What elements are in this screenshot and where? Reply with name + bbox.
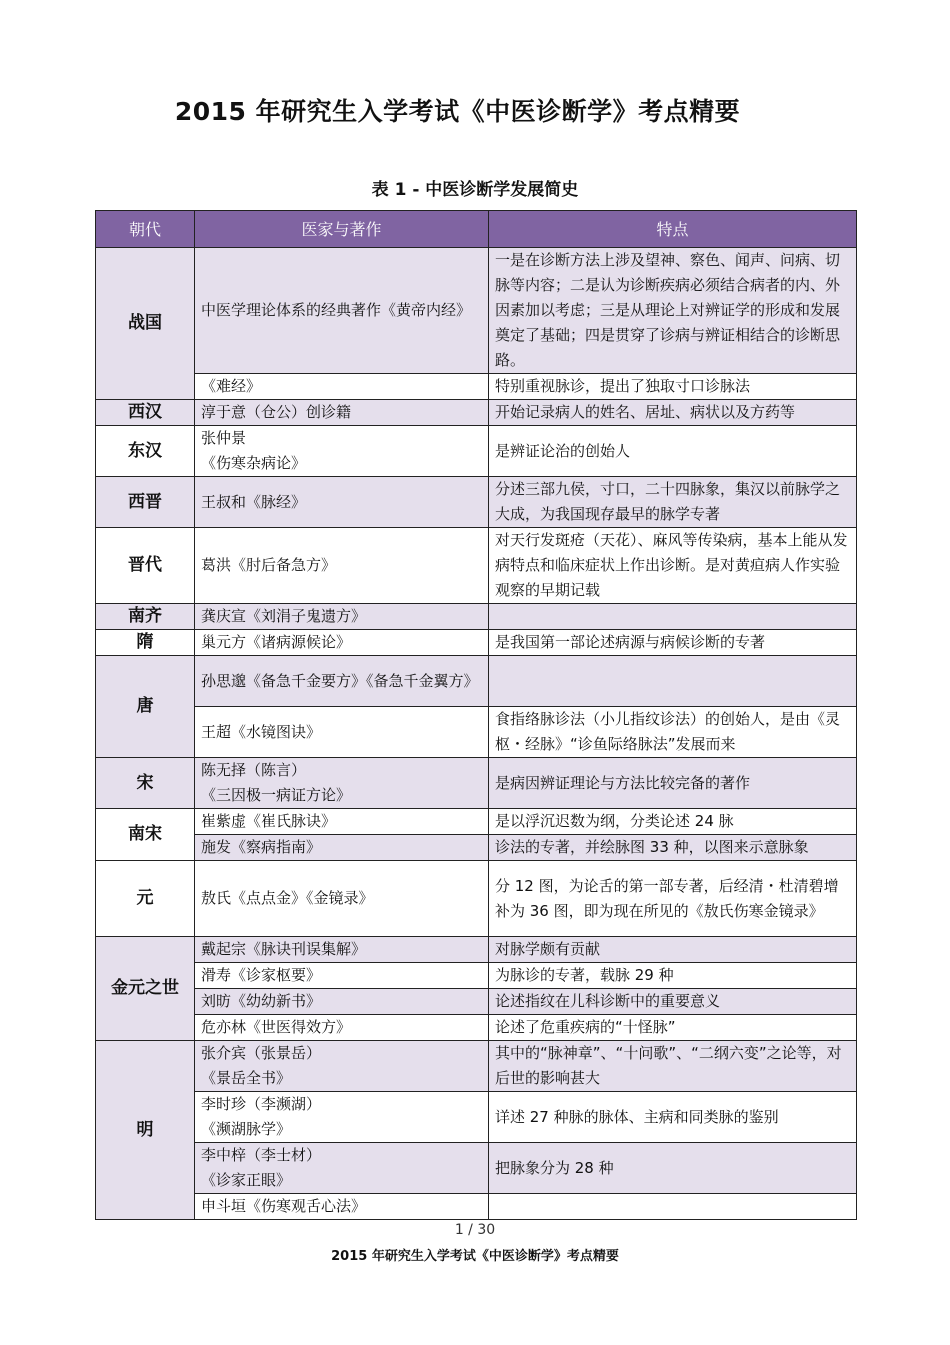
work-cell: 李中梓（李士材） 《诊家正眼》 [195, 1143, 489, 1194]
feature-cell [489, 604, 857, 630]
feature-cell: 是以浮沉迟数为纲，分类论述 24 脉 [489, 809, 857, 835]
dynasty-cell: 西晋 [96, 477, 195, 528]
work-cell: 陈无择（陈言） 《三因极一病证方论》 [195, 758, 489, 809]
header-features: 特点 [489, 211, 857, 248]
feature-cell: 分述三部九侯，寸口，二十四脉象，集汉以前脉学之大成，为我国现存最早的脉学专著 [489, 477, 857, 528]
feature-cell: 把脉象分为 28 种 [489, 1143, 857, 1194]
feature-cell: 为脉诊的专著，载脉 29 种 [489, 963, 857, 989]
work-cell: 中医学理论体系的经典著作《黄帝内经》 [195, 248, 489, 374]
table-row [96, 477, 857, 528]
feature-cell [489, 1194, 857, 1220]
table-row [96, 1015, 857, 1041]
work-cell: 戴起宗《脉诀刊误集解》 [195, 937, 489, 963]
work-cell: 敖氏《点点金》《金镜录》 [195, 861, 489, 937]
page-footer: 2015 年研究生入学考试《中医诊断学》考点精要 [331, 1249, 619, 1264]
feature-cell: 诊法的专著，并绘脉图 33 种，以图来示意脉象 [489, 835, 857, 861]
table-row [96, 400, 857, 426]
feature-cell [489, 656, 857, 707]
feature-cell: 论述指纹在儿科诊断中的重要意义 [489, 989, 857, 1015]
table-row [96, 861, 857, 937]
dynasty-cell: 金元之世 [96, 937, 195, 1041]
dynasty-cell: 南宋 [96, 809, 195, 861]
table-row [96, 1092, 857, 1143]
table-row [96, 707, 857, 758]
work-cell: 施发《察病指南》 [195, 835, 489, 861]
work-cell: 葛洪《肘后备急方》 [195, 528, 489, 604]
work-cell: 《难经》 [195, 374, 489, 400]
history-table [95, 210, 857, 1220]
table-row [96, 1143, 857, 1194]
table-row [96, 604, 857, 630]
feature-cell: 是我国第一部论述病源与病候诊断的专著 [489, 630, 857, 656]
feature-cell: 对脉学颇有贡献 [489, 937, 857, 963]
table-row [96, 937, 857, 963]
page-number: 1 / 30 [454, 1222, 496, 1238]
table-row [96, 1041, 857, 1092]
table-row [96, 656, 857, 707]
dynasty-cell: 晋代 [96, 528, 195, 604]
table-row [96, 989, 857, 1015]
work-cell: 巢元方《诸病源候论》 [195, 630, 489, 656]
work-cell: 张介宾（张景岳） 《景岳全书》 [195, 1041, 489, 1092]
work-cell: 淳于意（仓公）创诊籍 [195, 400, 489, 426]
work-cell: 刘昉《幼幼新书》 [195, 989, 489, 1015]
feature-cell: 食指络脉诊法（小儿指纹诊法）的创始人，是由《灵枢・经脉》“诊鱼际络脉法”发展而来 [489, 707, 857, 758]
work-cell: 申斗垣《伤寒观舌心法》 [195, 1194, 489, 1220]
dynasty-cell: 战国 [96, 248, 195, 400]
feature-cell: 是辨证论治的创始人 [489, 426, 857, 477]
table-row [96, 809, 857, 835]
work-cell: 滑寿《诊家枢要》 [195, 963, 489, 989]
dynasty-cell: 元 [96, 861, 195, 937]
work-cell: 崔紫虚《崔氏脉诀》 [195, 809, 489, 835]
table-row [96, 1194, 857, 1220]
feature-cell: 详述 27 种脉的脉体、主病和同类脉的鉴别 [489, 1092, 857, 1143]
work-cell: 龚庆宣《刘涓子鬼遗方》 [195, 604, 489, 630]
feature-cell: 论述了危重疾病的“十怪脉” [489, 1015, 857, 1041]
table-row [96, 248, 857, 374]
table-row [96, 528, 857, 604]
header-dynasty: 朝代 [96, 211, 195, 248]
feature-cell: 特别重视脉诊，提出了独取寸口诊脉法 [489, 374, 857, 400]
feature-cell: 其中的“脉神章”、“十问歌”、“二纲六变”之论等，对后世的影响甚大 [489, 1041, 857, 1092]
table-caption: 表 1 - 中医诊断学发展简史 [371, 180, 579, 200]
header-works: 医家与著作 [195, 211, 489, 248]
work-cell: 张仲景 《伤寒杂病论》 [195, 426, 489, 477]
table-row [96, 374, 857, 400]
dynasty-cell: 隋 [96, 630, 195, 656]
dynasty-cell: 明 [96, 1041, 195, 1220]
feature-cell: 开始记录病人的姓名、居址、病状以及方药等 [489, 400, 857, 426]
table-row [96, 758, 857, 809]
dynasty-cell: 南齐 [96, 604, 195, 630]
dynasty-cell: 东汉 [96, 426, 195, 477]
work-cell: 李时珍（李濒湖） 《濒湖脉学》 [195, 1092, 489, 1143]
work-cell: 王叔和《脉经》 [195, 477, 489, 528]
table-row [96, 835, 857, 861]
dynasty-cell: 西汉 [96, 400, 195, 426]
work-cell: 危亦林《世医得效方》 [195, 1015, 489, 1041]
table-row [96, 426, 857, 477]
dynasty-cell: 唐 [96, 656, 195, 758]
table-row [96, 963, 857, 989]
dynasty-cell: 宋 [96, 758, 195, 809]
feature-cell: 分 12 图，为论舌的第一部专著，后经清・杜清碧增补为 36 图，即为现在所见的《敖氏伤寒金镜录》 [489, 861, 857, 937]
work-cell: 王超《水镜图诀》 [195, 707, 489, 758]
table-row [96, 630, 857, 656]
document-title: 2015 年研究生入学考试《中医诊断学》考点精要 [174, 97, 741, 126]
work-cell: 孙思邈《备急千金要方》《备急千金翼方》 [195, 656, 489, 707]
feature-cell: 一是在诊断方法上涉及望神、察色、闻声、问病、切脉等内容；二是认为诊断疾病必须结合病者的内、外因素加以考虑；三是从理论上对辨证学的形成和发展奠定了基础；四是贯穿了诊病与辨证相结合的诊断思路。 [489, 248, 857, 374]
table-header-row [96, 211, 857, 248]
feature-cell: 对天行发斑疮（天花）、麻风等传染病，基本上能从发病特点和临床症状上作出诊断。是对黄疸病人作实验观察的早期记载 [489, 528, 857, 604]
feature-cell: 是病因辨证理论与方法比较完备的著作 [489, 758, 857, 809]
